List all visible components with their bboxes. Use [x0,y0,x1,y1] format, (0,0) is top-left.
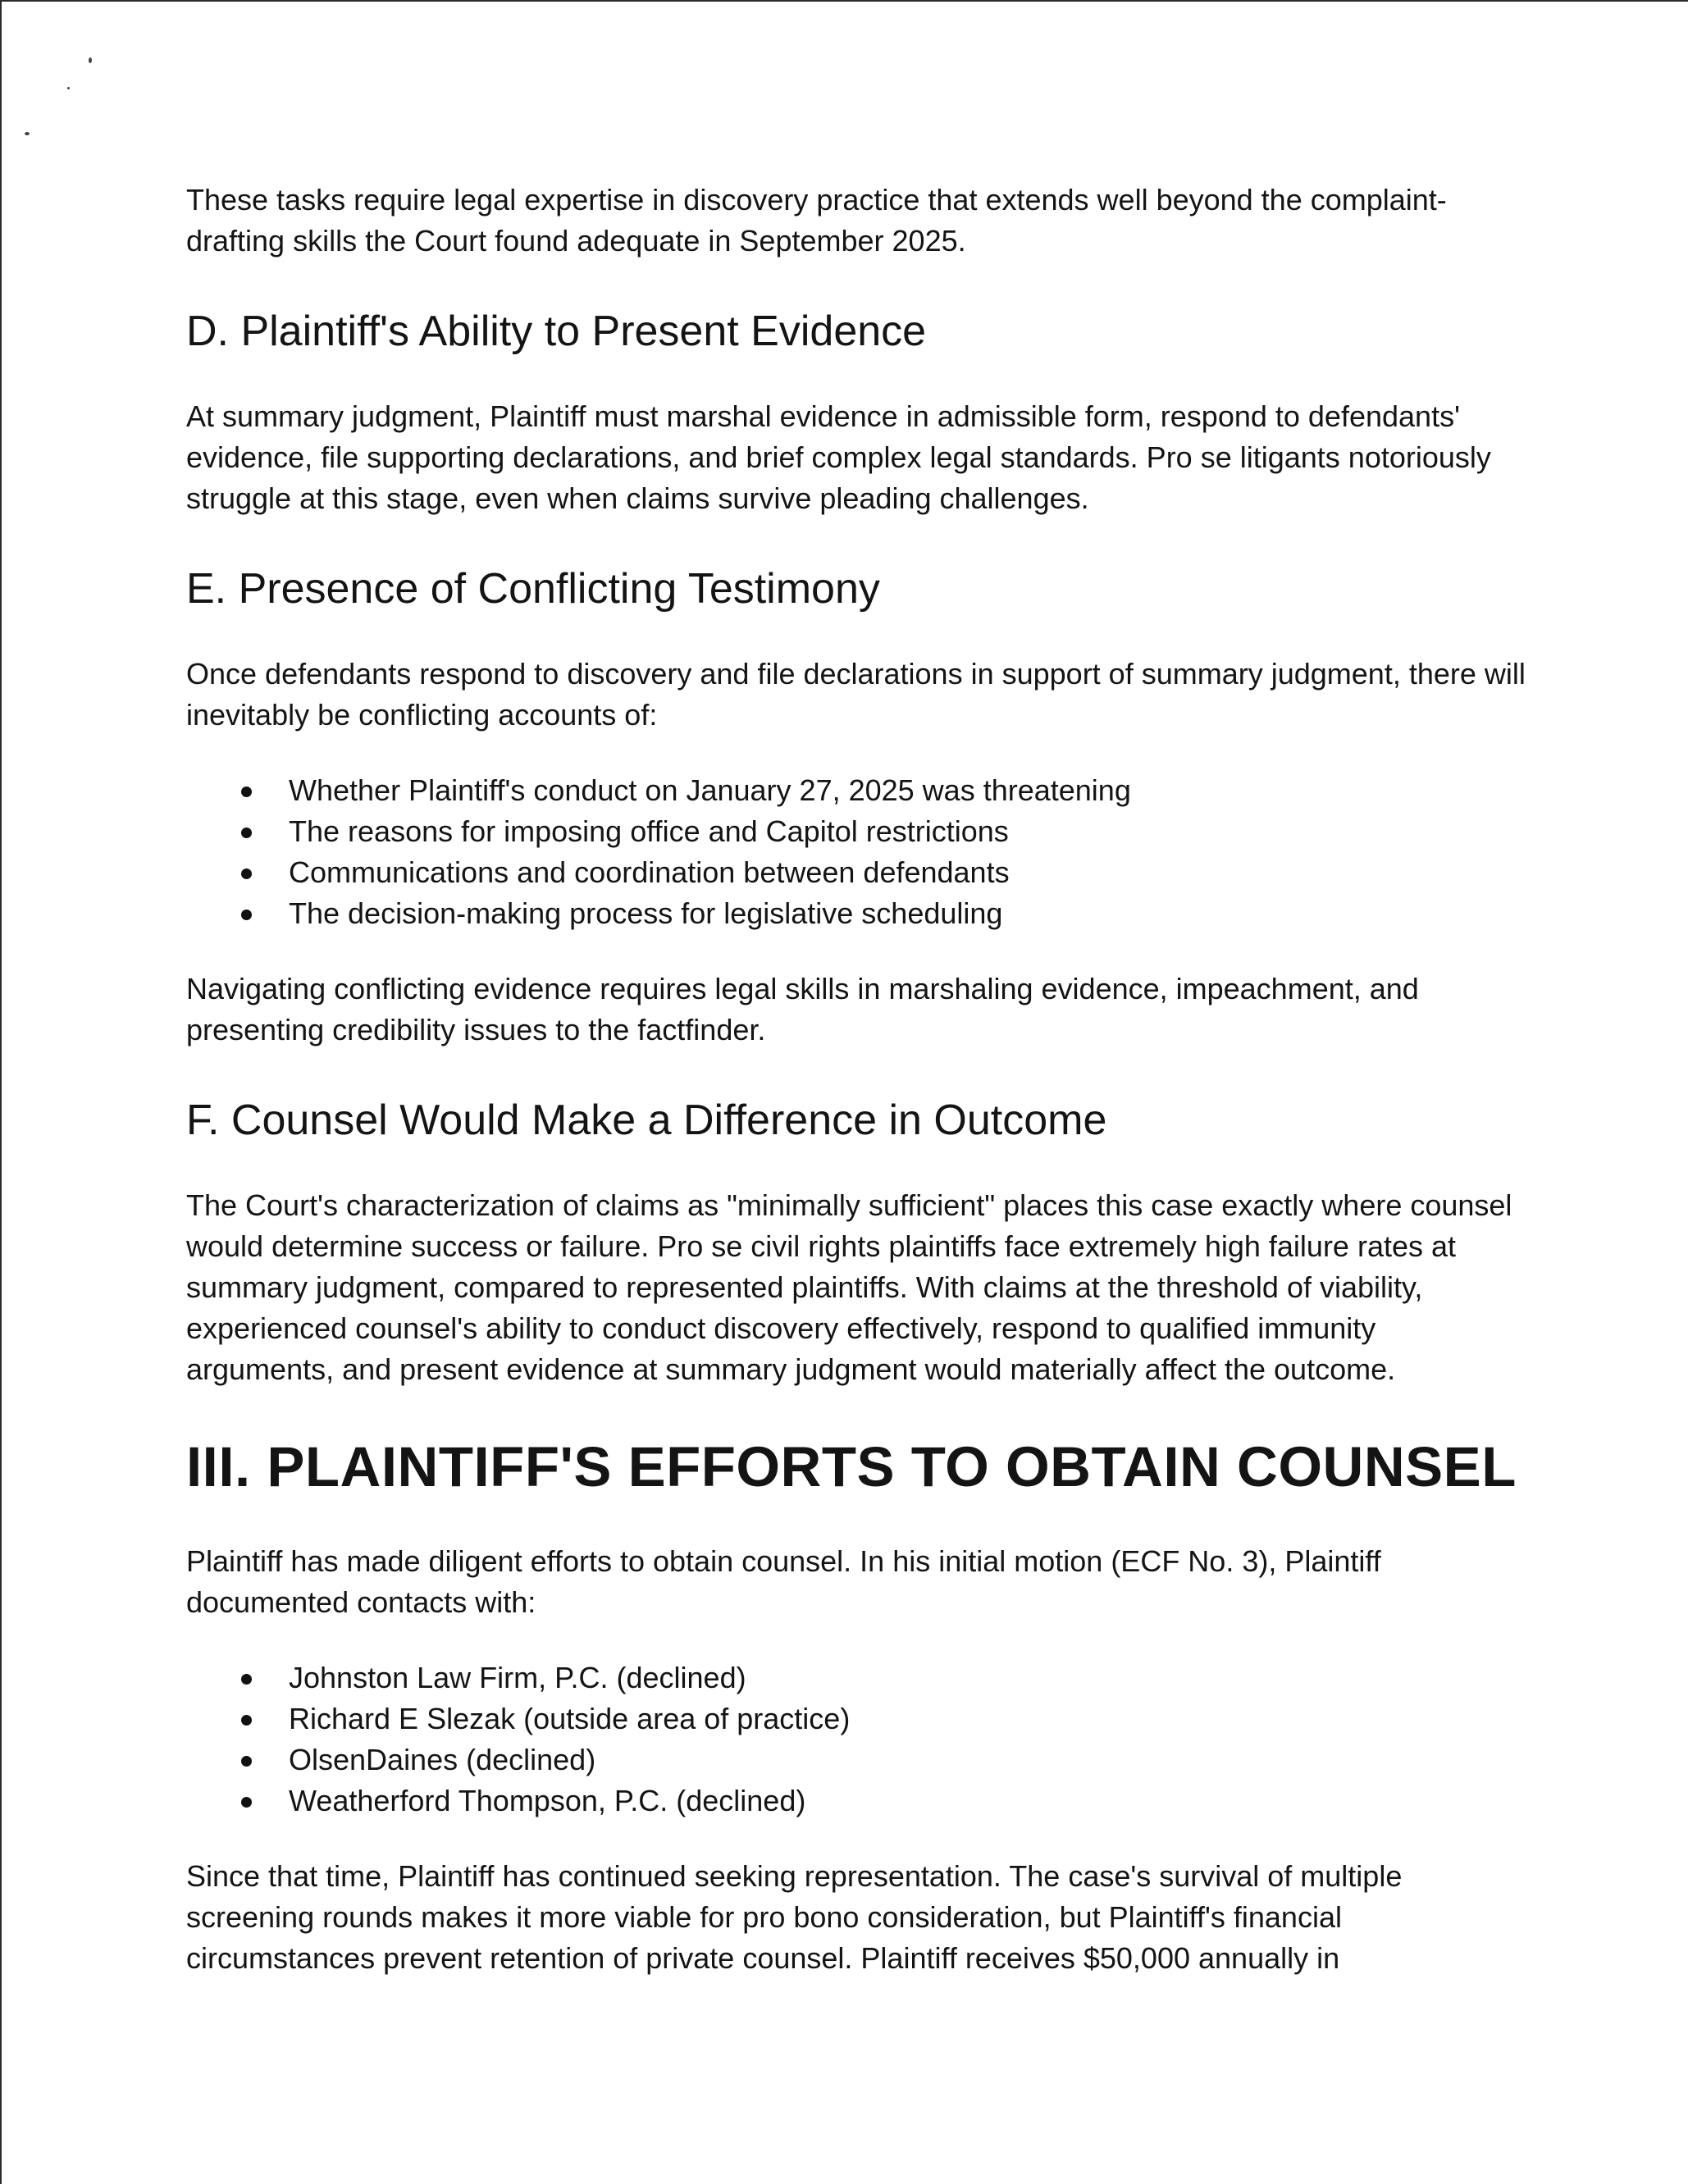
scan-speck [67,87,70,89]
document-body [186,180,1531,1979]
list-item [186,1698,1531,1739]
intro-paragraph: These tasks require legal expertise in discovery practice that extends well beyond the complaint-drafting skills the Court found adequate in September 2025. [186,183,1447,258]
bullet-icon [241,828,252,838]
section-e-paragraph: Once defendants respond to discovery and file declarations in support of summary judgment, there will inevitably be conflicting accounts of: [186,657,1526,732]
section-d-heading: D. Plaintiff's Ability to Present Evidence [186,308,927,355]
list-item-text: OlsenDaines (declined) [289,1743,596,1776]
list-item [186,1780,1531,1822]
list-item-text: The decision-making process for legislative scheduling [289,896,1003,930]
bullet-icon [241,1674,252,1685]
section-d-paragraph: At summary judgment, Plaintiff must marshal evidence in admissible form, respond to defendants' evidence, file supporting declarations, and brief complex legal standards. Pro se litigants notoriously struggle at this stage, even when claims survive pleading challenges. [186,399,1491,515]
bullet-icon [241,869,252,879]
section-f-heading: F. Counsel Would Make a Difference in Outcome [186,1097,1107,1144]
section-iii-paragraph: Plaintiff has made diligent efforts to obtain counsel. In his initial motion (ECF No. 3), Plaintiff documented contacts with: [186,1544,1381,1619]
list-item-text: The reasons for imposing office and Capitol restrictions [289,814,1009,848]
scan-speck [25,132,30,135]
section-e-list [186,770,1531,934]
list-item-text: Whether Plaintiff's conduct on January 27, 2025 was threatening [289,773,1131,807]
section-e-heading: E. Presence of Conflicting Testimony [186,565,880,613]
section-iii-closing: Since that time, Plaintiff has continued seeking representation. The case's survival of multiple screening rounds makes it more viable for pro bono consideration, but Plaintiff's financial circumstances prevent retention of private counsel. Plaintiff receives $50,000 annually in [186,1859,1403,1975]
bullet-icon [241,787,252,797]
bullet-icon [241,1715,252,1726]
section-iii-list [186,1657,1531,1822]
list-item-text: Communications and coordination between defendants [289,855,1010,889]
list-item [186,893,1531,934]
scan-speck [89,57,92,63]
list-item [186,1739,1531,1780]
section-e-closing: Navigating conflicting evidence requires legal skills in marshaling evidence, impeachment, and presenting credibility issues to the factfinder. [186,972,1419,1046]
list-item [186,1657,1531,1698]
list-item [186,852,1531,893]
bullet-icon [241,1797,252,1808]
list-item [186,811,1531,852]
bullet-icon [241,910,252,920]
bullet-icon [241,1756,252,1767]
list-item-text: Richard E Slezak (outside area of practice) [289,1702,851,1735]
list-item-text: Johnston Law Firm, P.C. (declined) [289,1661,746,1694]
section-f-paragraph: The Court's characterization of claims as "minimally sufficient" places this case exactly where counsel would determine success or failure. Pro se civil rights plaintiffs face extremely high failure rates at summary judgment, compared to represented plaintiffs. With claims at the threshold of viability, experienced counsel's ability to conduct discovery effectively, respond to qualified immunity arguments, and present evidence at summary judgment would materially affect the outcome. [186,1188,1512,1386]
list-item-text: Weatherford Thompson, P.C. (declined) [289,1784,806,1817]
section-iii-heading: III. PLAINTIFF'S EFFORTS TO OBTAIN COUNSEL [186,1435,1517,1498]
list-item [186,770,1531,811]
